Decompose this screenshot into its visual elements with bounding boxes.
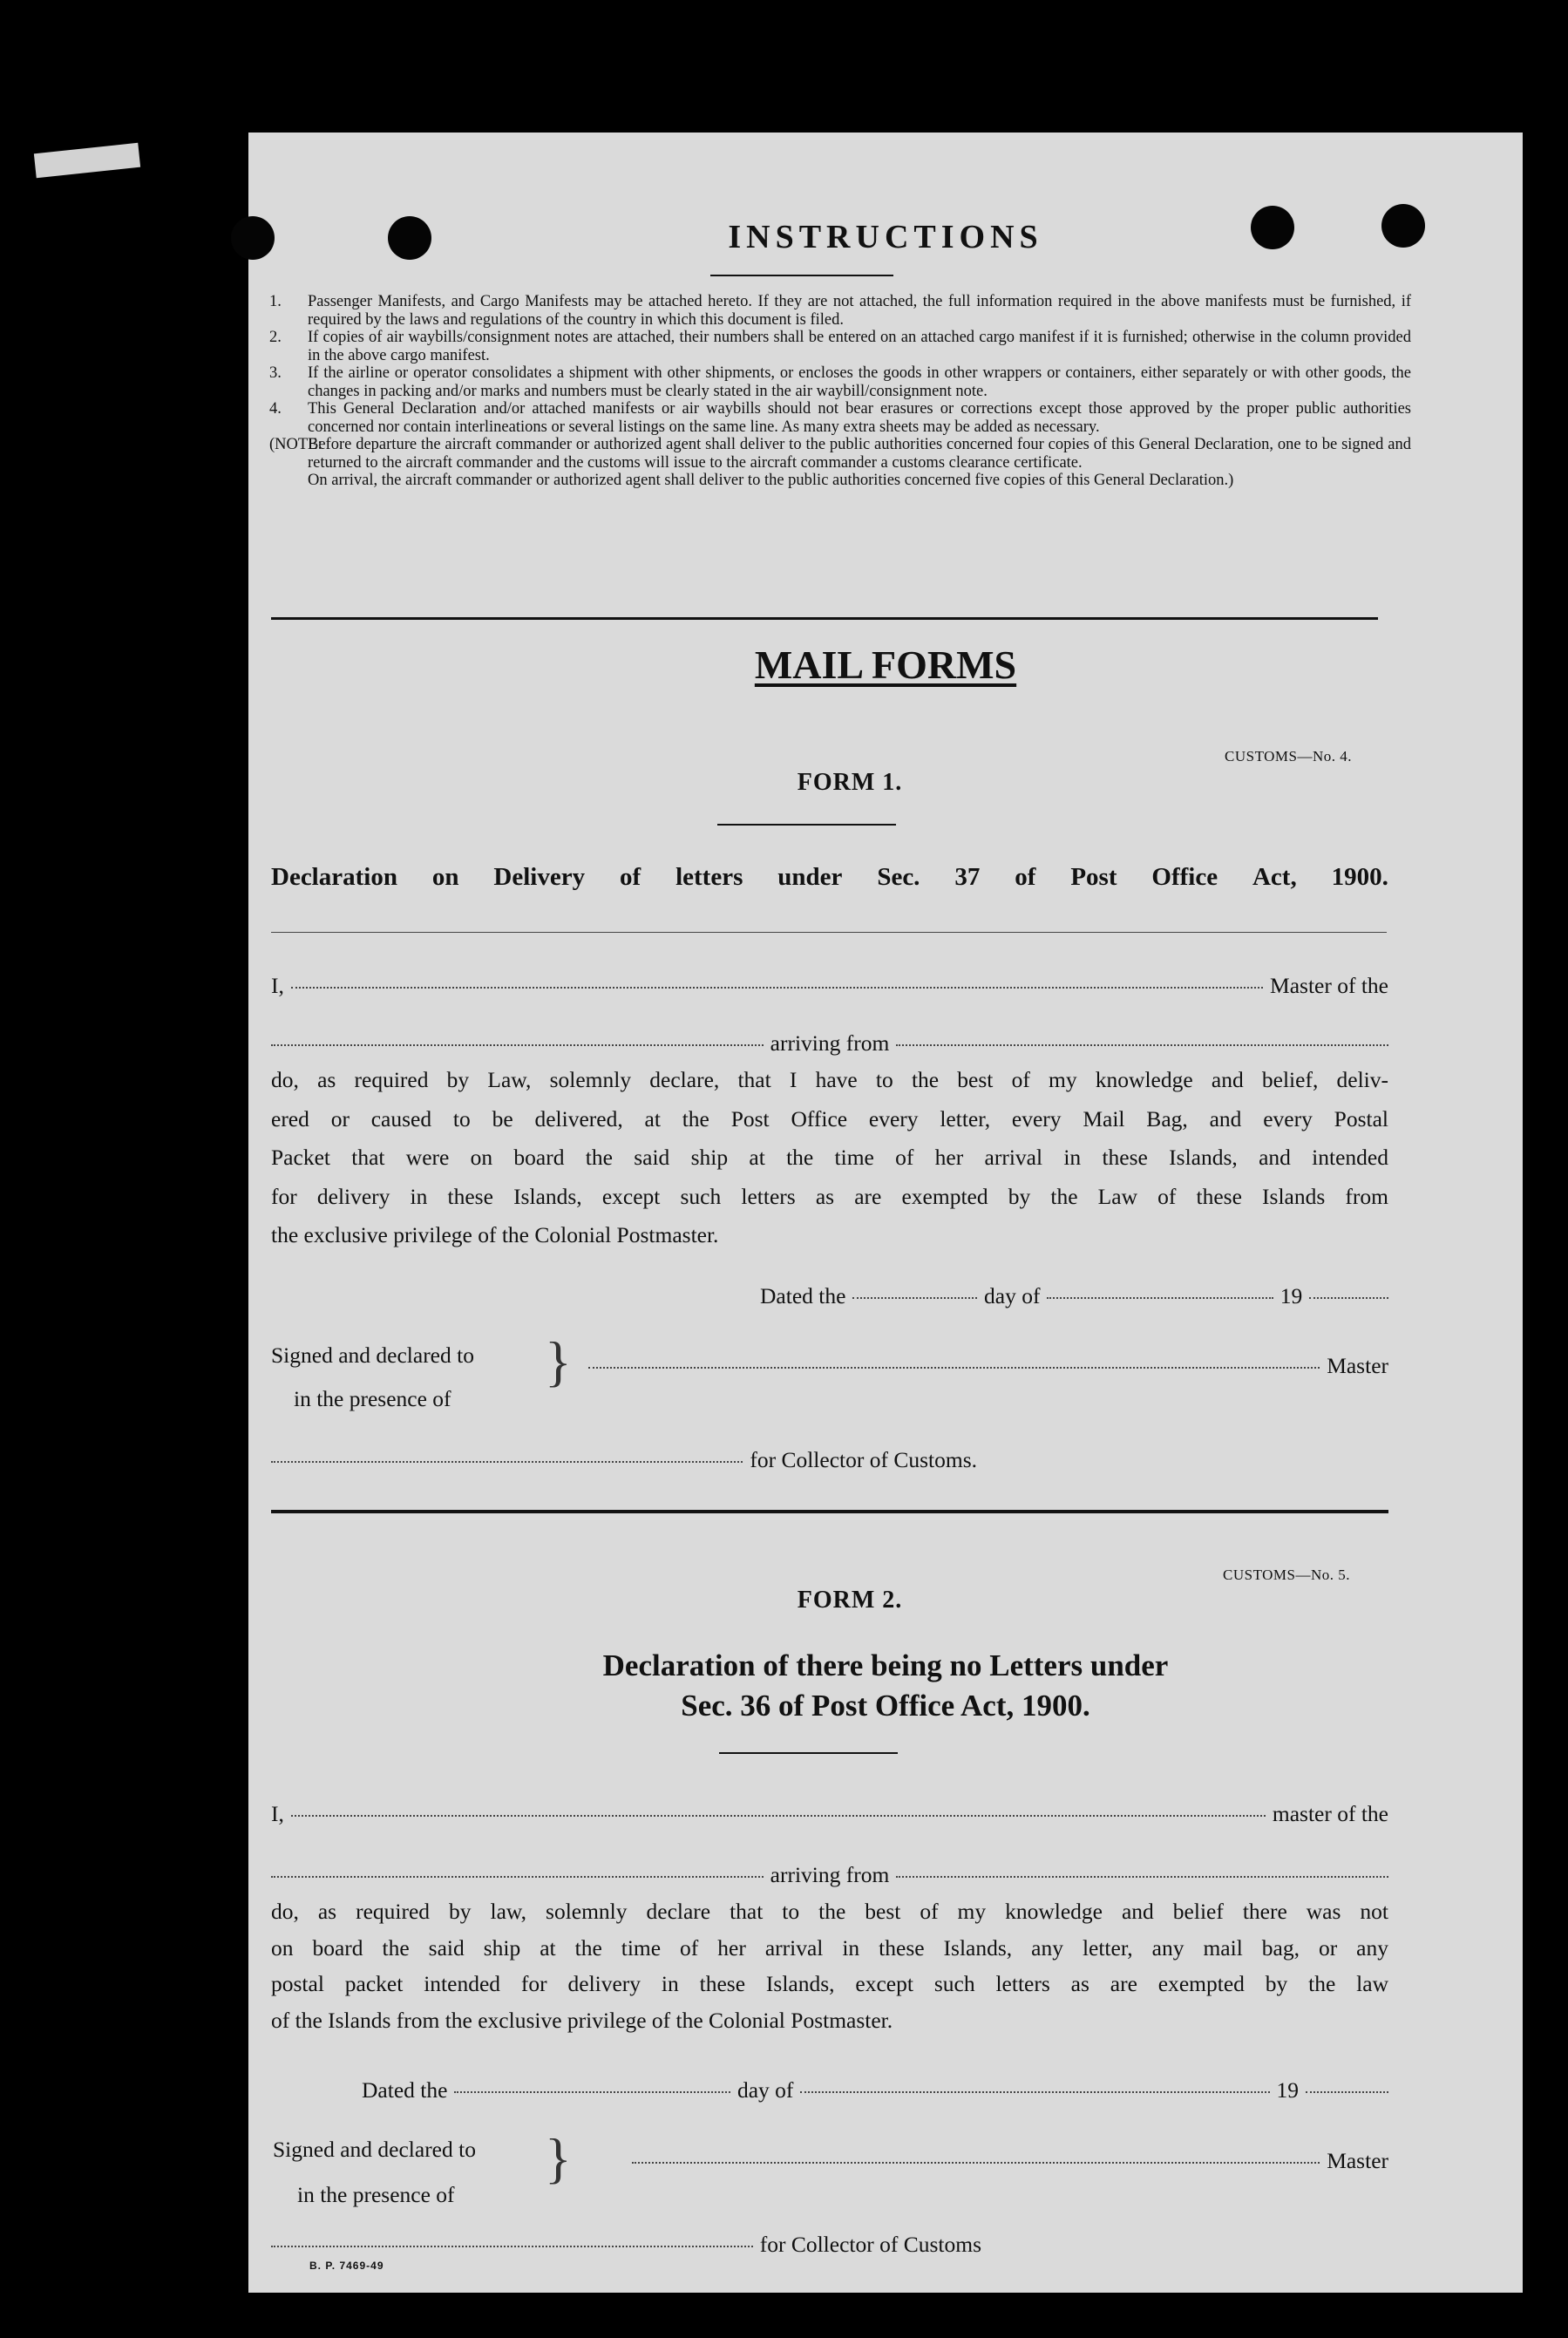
form2-master-line: I, master of the (271, 1801, 1388, 1826)
customs-number: CUSTOMS—No. 4. (1225, 748, 1353, 765)
section-divider (271, 1510, 1388, 1513)
divider (710, 275, 893, 276)
instruction-item: 1. Passenger Manifests, and Cargo Manifests may be attached hereto. If they are not attached, the full information required in the above manifests must be furnished, if required by the laws and regulations of the country in which this document is filed. (269, 293, 1411, 329)
year-field[interactable] (1309, 1297, 1388, 1299)
day-field[interactable] (852, 1297, 977, 1299)
instruction-note: (NOTE: Before departure the aircraft commander or authorized agent shall deliver to the public authorities concerned four copies of this General Declaration, one to be signed and returned to the aircraft commander and the customs will issue to the aircraft commander a customs clearance certificate. (269, 436, 1411, 472)
master-signature-field[interactable] (632, 2162, 1320, 2164)
instruction-item: 3. If the airline or operator consolidates a shipment with other shipments, or encloses the goods in other wrappers or containers, either separately or with other goods, the changes in packing and/or marks and numbers must be clearly stated in the air waybill/consignment note. (269, 364, 1411, 400)
collector-signature-field[interactable] (271, 2246, 753, 2247)
form2-declaration: Declaration of there being no Letters under Sec. 36 of Post Office Act, 1900. (602, 1648, 1169, 1723)
form1-signed-label: Signed and declared to in the presence of (271, 1342, 474, 1411)
section-divider (271, 617, 1378, 620)
month-field[interactable] (1047, 1297, 1273, 1299)
instruction-item: 4. This General Declaration and/or attached manifests or air waybills should not bear erasures or corrections except those approved by the proper public authorities concerned nor contain interlineations or several listings on the same line. As many extra sheets may be added as necessary. (269, 400, 1411, 436)
mail-forms-title: MAIL FORMS (754, 642, 1017, 687)
form2-date-line: Dated the day of 19 (362, 2077, 1388, 2104)
instruction-item: 2. If copies of air waybills/consignment notes are attached, their numbers shall be entered on an attached cargo manifest if it is furnished; otherwise in the column provided in the above cargo manifest. (269, 329, 1411, 364)
print-code: B. P. 7469-49 (309, 2260, 384, 2272)
form2-declaration-text: do, as required by law, solemnly declare that to the best of my knowledge and belief there was not on board the said ship at the time of her arrival in these Islands, any letter, any mail bag, or any postal packet intended for delivery in these Islands, except such letters as are exempted by the law of the Islands from the exclusive privilege of the Colonial Postmaster. (271, 1899, 1388, 2033)
form2-signed-label: Signed and declared to in the presence of (273, 2137, 476, 2207)
form1-date-line: Dated the day of 19 (760, 1283, 1388, 1309)
form1-declaration-text: do, as required by Law, solemnly declare, that I have to the best of my knowledge and belief, deliv- ered or caused to be delivered, at the Post Office every letter, every Mail Bag, and every Postal Packet that were on board the said ship at the time of her arrival in these Islands, and intended for delivery in these Islands, except such letters as are exempted by the Law of these Islands from the exclusive privilege of the Colonial Postmaster. (271, 1067, 1388, 1247)
form2-arrival-line: arriving from (271, 1862, 1388, 1888)
arriving-from-field[interactable] (896, 1876, 1388, 1878)
form2-title: FORM 2. (797, 1587, 903, 1614)
ship-name-field[interactable] (271, 1044, 764, 1046)
arriving-from-field[interactable] (896, 1044, 1388, 1046)
divider (717, 824, 896, 826)
form1-collector-line: for Collector of Customs. (271, 1447, 977, 1473)
master-signature-field[interactable] (588, 1367, 1320, 1369)
form2-collector-line: for Collector of Customs (271, 2232, 981, 2258)
instructions-title: INSTRUCTIONS (728, 219, 1043, 255)
ship-name-field[interactable] (271, 1876, 764, 1878)
instruction-note-arrival: On arrival, the aircraft commander or authorized agent shall deliver to the public authorities concerned five copies of this General Declaration.) (308, 472, 1234, 489)
brace: } (545, 1330, 572, 1392)
year-field[interactable] (1306, 2091, 1388, 2093)
paper-tab (34, 143, 140, 178)
form1-master-signature-line: Master (588, 1353, 1388, 1379)
form1-master-line: I, Master of the (271, 973, 1388, 998)
instructions-list (269, 293, 1411, 490)
day-field[interactable] (454, 2091, 730, 2093)
form1-title: FORM 1. (797, 769, 903, 796)
name-field[interactable] (291, 1815, 1266, 1817)
form1-declaration: Declaration on Delivery of letters under Sec. 37 of Post Office Act, 1900. (271, 863, 1388, 891)
divider (719, 1752, 898, 1754)
brace: } (545, 2127, 572, 2189)
document-page (248, 133, 1523, 2293)
name-field[interactable] (291, 987, 1263, 989)
collector-signature-field[interactable] (271, 1461, 743, 1463)
divider (271, 932, 1387, 933)
form2-master-signature-line: Master (632, 2148, 1388, 2174)
customs-number: CUSTOMS—No. 5. (1223, 1567, 1351, 1583)
month-field[interactable] (800, 2091, 1269, 2093)
form1-arrival-line: arriving from (271, 1030, 1388, 1057)
